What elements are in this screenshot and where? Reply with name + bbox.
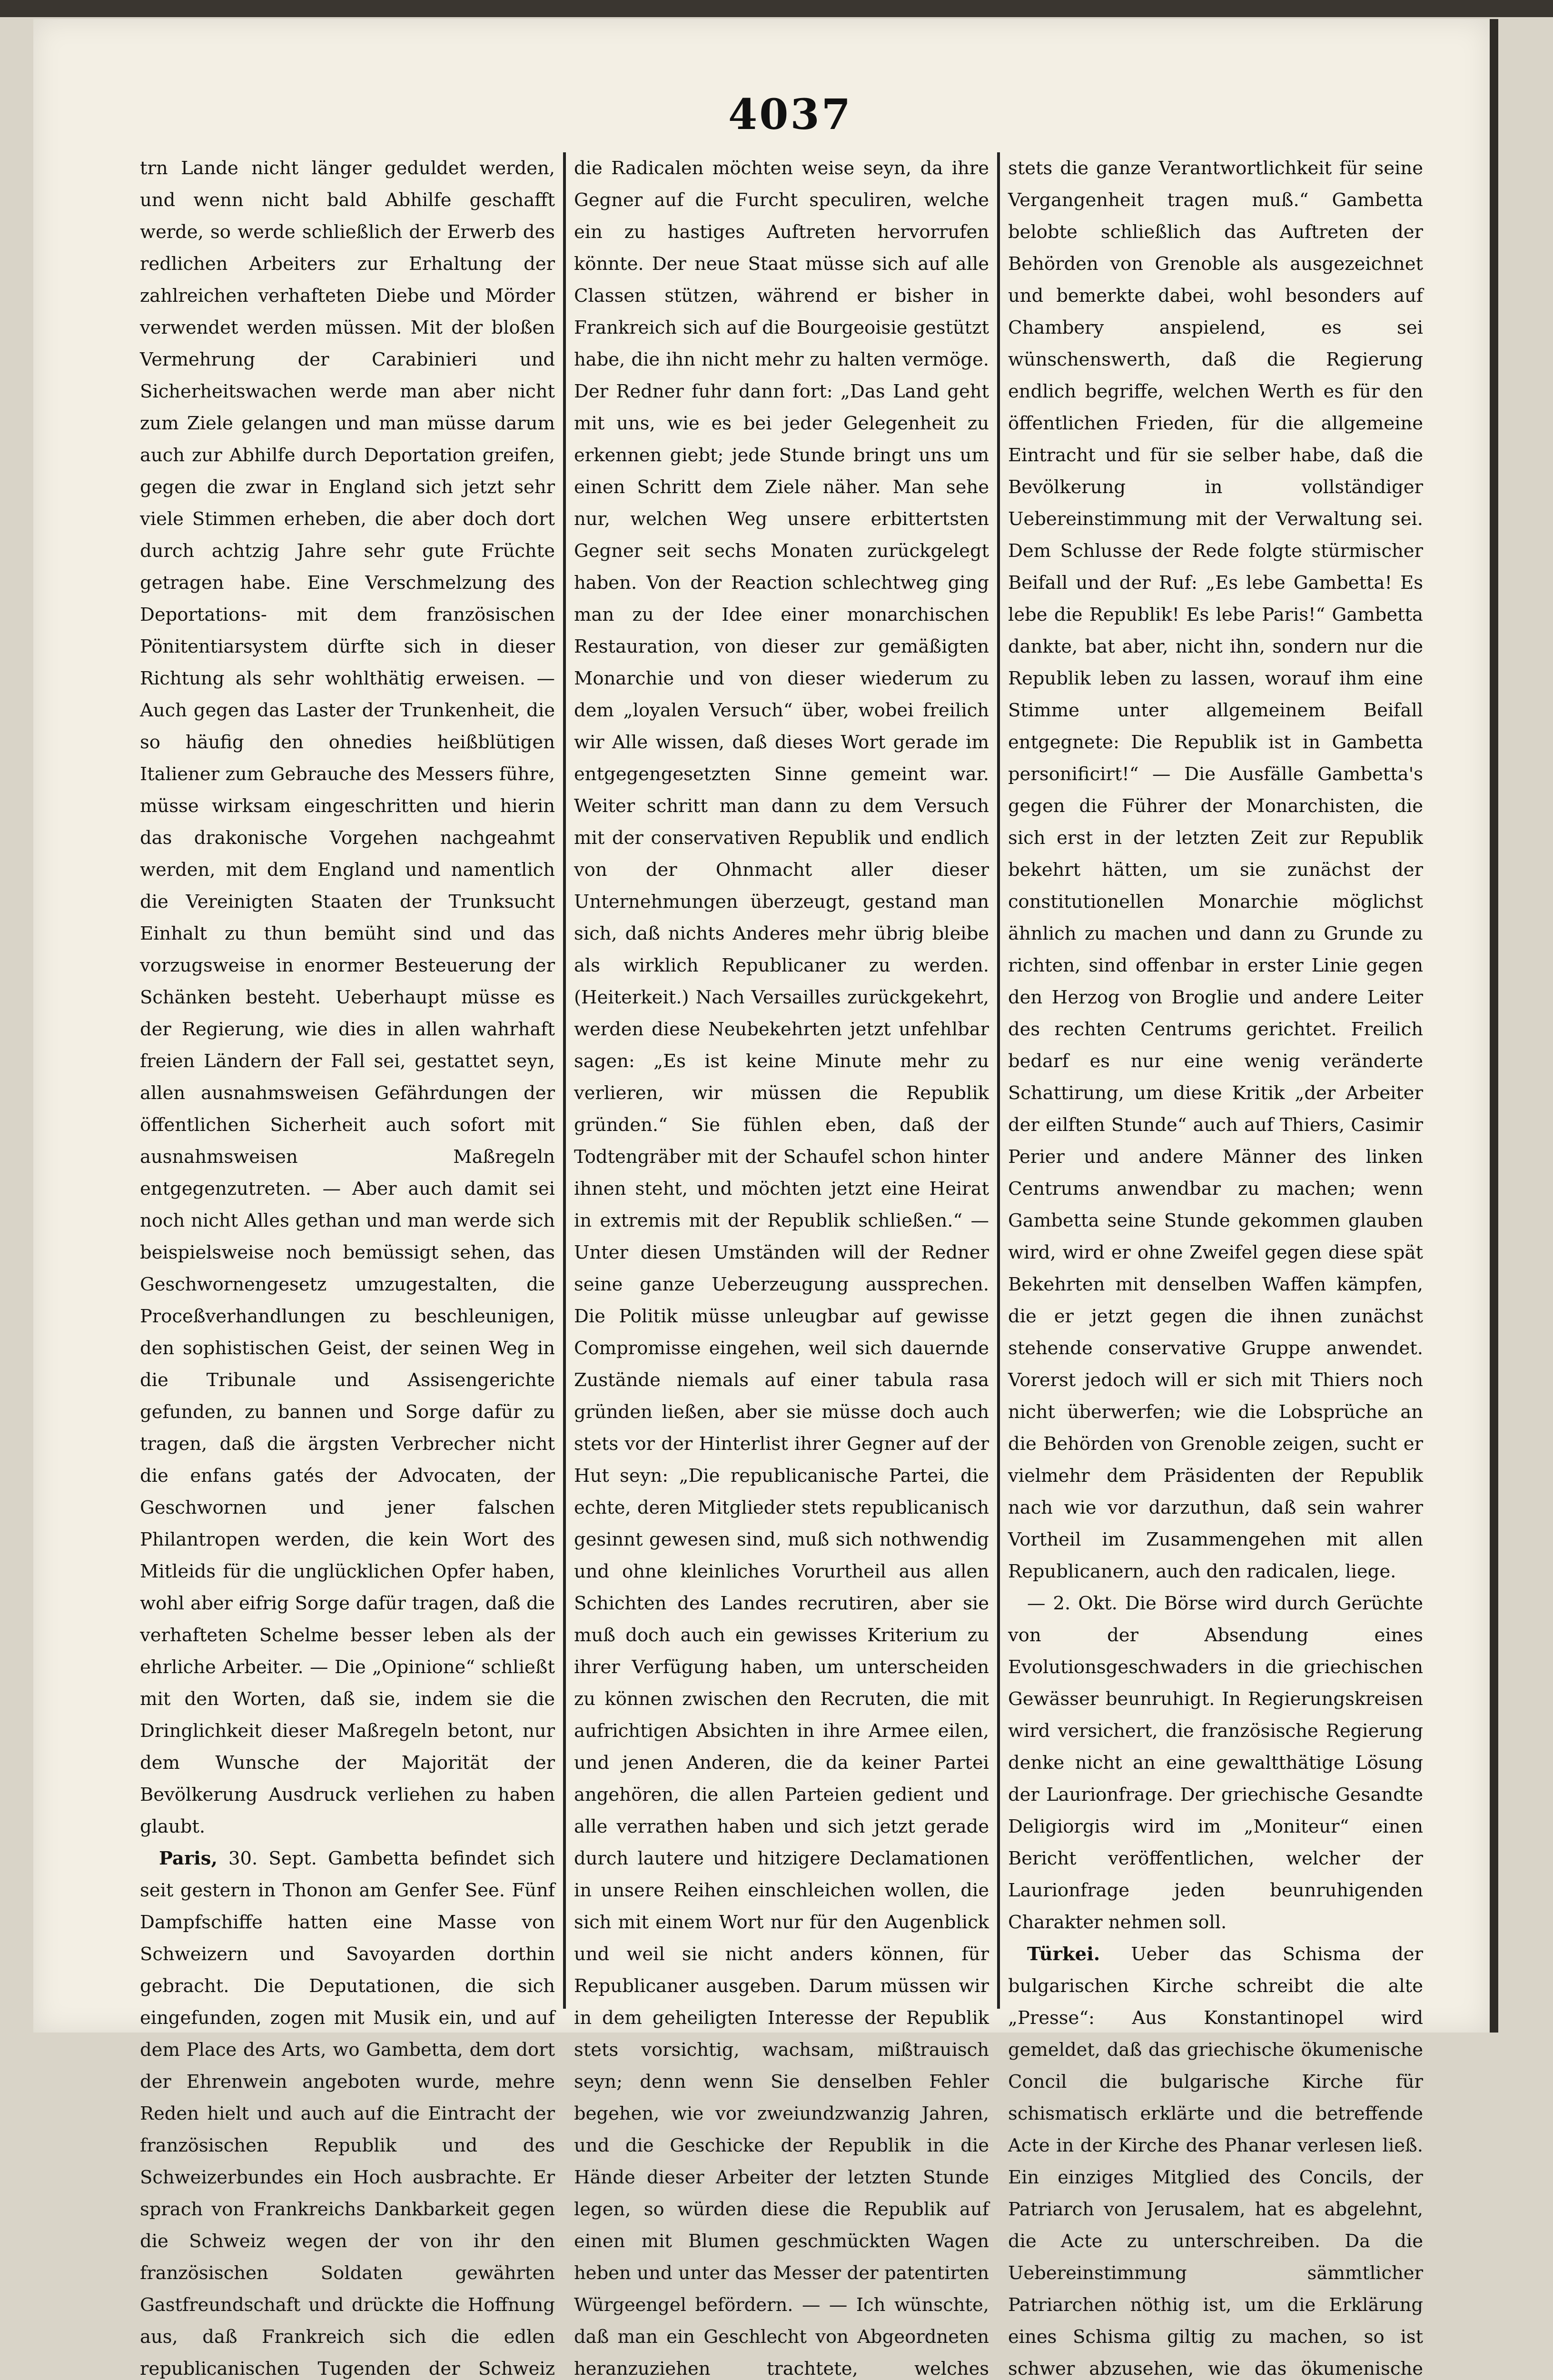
column-left [133,152,562,2380]
paragraph-text: Ueber das Schisma der bulgarischen Kirche schreibt die alte „Presse“: Aus Konstantinopel wird gemeldet, daß das griechische ökumenische Concil die bulgarische Kirche für schismatisch erklärte und die betreffende Acte in der Kirche des Phanar verlesen ließ. Ein einziges Mitglied des Concils, der Patriarch von Jerusalem, hat es abgelehnt, die Acte zu unterschreiben. Da die Uebereinstimmung sämmtlicher Patriarchen nöthig ist, um die Erklärung eines Schisma giltig zu machen, so ist schwer abzusehen, wie das ökumenische [1008,1944,1423,2380]
text-columns [133,152,1447,2380]
page-number: 4037 [728,89,852,139]
dateline: Paris, [159,1848,218,1869]
paragraph-text: trn Lande nicht länger geduldet werden, und wenn nicht bald Abhilfe geschafft werde, so werde schließlich der Erwerb des redlichen Arbeiters zur Erhaltung der zahlreichen verhafteten Diebe und Mörder verwendet werden müssen. Mit der bloßen Vermehrung der Carabinieri und Sicherheitswachen werde man aber nicht zum Ziele gelangen und man müsse darum auch zur Abhilfe durch Deportation greifen, gegen die zwar in England sich jetzt sehr viele Stimmen erheben, die aber doch dort durch achtzig Jahre sehr gute Früchte getragen habe. Eine Verschmelzung des Deportations- mit dem französischen Pönitentiarsystem dürfte sich in dieser Richtung als sehr wohlthätig erweisen. — Auch gegen das Laster der Trunkenheit, die so häufig den ohnedies heißblütigen Italiener zum Gebrauche des Messers führe, müsse wirksam eingeschritten und hierin das drakonische Vorgehen nachgeahmt werden, mit dem England und namentlich die Vereinigten Staaten der Trunksucht Einhalt zu thun bemüht sind und das vorzugsweise in enormer Besteuerung der Schänken besteht. Ueberhaupt müsse es der Regierung, wie dies in allen wahrhaft freien Ländern der Fall sei, gestattet seyn, allen ausnahmsweisen Gefährdungen der öffentlichen Sicherheit auch sofort mit ausnahmsweisen Maßregeln entgegenzutreten. — Aber auch damit sei noch nicht Alles gethan und man werde sich beispielsweise noch bemüssigt sehen, das Geschwornengesetz umzugestalten, die Proceßverhandlungen zu beschleunigen, den sophistischen Geist, der seinen Weg in die Tribunale und Assisengerichte gefunden, zu bannen und Sorge dafür zu tragen, daß die ärgsten Verbrecher nicht die enfans gatés der Advocaten, der Geschwornen und jener falschen Philantropen werden, die kein Wort des Mitleids für die unglücklichen Opfer haben, wohl aber eifrig Sorge dafür tragen, daß die verhafteten Schelme besser leben als der ehrliche Arbeiter. — Die „Opinione“ schließt mit den Worten, daß sie, indem sie die Dringlichkeit dieser Maßregeln betont, nur dem Wunsche der Majorität der Bevölkerung Ausdruck verliehen zu haben glaubt. [140,158,555,1837]
paragraph-text: 30. Sept. Gambetta befindet sich seit gestern in Thonon am Genfer See. Fünf Dampfschiffe hatten eine Masse von Schweizern und Savoyarden dorthin gebracht. Die Deputationen, die sich eingefunden, zogen mit Musik ein, und auf dem Place des Arts, wo Gambetta, dem dort der Ehrenwein angeboten wurde, mehre Reden hielt und auch auf die Eintracht der französischen Republik und des Schweizerbundes ein Hoch ausbrachte. Er sprach von Frankreichs Dankbarkeit gegen die Schweiz wegen der von ihr den französischen Soldaten gewährten Gastfreundschaft und drückte die Hoffnung aus, daß Frankreich sich die edlen republicanischen Tugenden der Schweiz [140,1848,555,2380]
paragraph-text: — 2. Okt. Die Börse wird durch Gerüchte von der Absendung eines Evolutionsgeschwaders in die griechischen Gewässer beunruhigt. In Regierungskreisen wird versichert, die französische Regierung denke nicht an eine gewaltthätige Lösung der Laurionfrage. Der griechische Gesandte Deligiorgis wird im „Moniteur“ einen Bericht veröffentlichen, welcher der Laurionfrage jeden beunruhigenden Charakter nehmen soll. [1008,1593,1423,1933]
dateline: Türkei. [1027,1944,1100,1965]
article-paragraph [1008,152,1423,1587]
column-divider [563,152,566,2009]
article-paragraph [1008,1938,1423,2380]
column-middle [567,152,996,2380]
newspaper-page [33,19,1498,2380]
article-paragraph [1008,1587,1423,1938]
column-right [1001,152,1430,2380]
article-paragraph [140,1843,555,2380]
article-paragraph [574,152,989,2380]
column-divider [997,152,1000,2009]
paragraph-text: die Radicalen möchten weise seyn, da ihre Gegner auf die Furcht speculiren, welche ein zu hastiges Auftreten hervorrufen könnte. Der neue Staat müsse sich auf alle Classen stützen, während er bisher in Frankreich sich auf die Bourgeoisie gestützt habe, die ihn nicht mehr zu halten vermöge. Der Redner fuhr dann fort: „Das Land geht mit uns, wie es bei jeder Gelegenheit zu erkennen giebt; jede Stunde bringt uns um einen Schritt dem Ziele näher. Man sehe nur, welchen Weg unsere erbittertsten Gegner seit sechs Monaten zurückgelegt haben. Von der Reaction schlechtweg ging man zu der Idee einer monarchischen Restauration, von dieser zur gemäßigten Monarchie und von dieser wiederum zu dem „loyalen Versuch“ über, wobei freilich wir Alle wissen, daß dieses Wort gerade im entgegengesetzten Sinne gemeint war. Weiter schritt man dann zu dem Versuch mit der conservativen Republik und endlich von der Ohnmacht aller dieser Unternehmungen überzeugt, gestand man sich, daß nichts Anderes mehr übrig bleibe als wirklich Republicaner zu werden. (Heiterkeit.) Nach Versailles zurückgekehrt, werden diese Neubekehrten jetzt unfehlbar sagen: „Es ist keine Minute mehr zu verlieren, wir müssen die Republik gründen.“ Sie fühlen eben, daß der Todtengräber mit der Schaufel schon hinter ihnen steht, und möchten jetzt eine Heirat in extremis mit der Republik schließen.“ — Unter diesen Umständen will der Redner seine ganze Ueberzeugung aussprechen. Die Politik müsse unleugbar auf gewisse Compromisse eingehen, weil sich dauernde Zustände niemals auf einer tabula rasa gründen ließen, aber sie müsse doch auch stets vor der Hinterlist ihrer Gegner auf der Hut seyn: „Die republicanische Partei, die echte, deren Mitglieder stets republicanisch gesinnt gewesen sind, muß sich nothwendig und ohne kleinliches Vorurtheil aus allen Schichten des Landes recrutiren, aber sie muß doch auch ein gewisses Kriterium zu ihrer Verfügung haben, um unterscheiden zu können zwischen den Recruten, die mit aufrichtigen Absichten in ihre Armee eilen, und jenen Anderen, die da keiner Partei angehören, die allen Parteien gedient und alle verrathen haben und sich jetzt gerade durch lautere und hitzigere Declamationen in unsere Reihen einschleichen wollen, die sich mit einem Wort nur für den Augenblick und weil sie nicht anders können, für Republicaner ausgeben. Darum müssen wir in dem geheiligten Interesse der Republik stets vorsichtig, wachsam, mißtrauisch seyn; denn wenn Sie denselben Fehler begehen, wie vor zweiundzwanzig Jahren, und die Geschicke der Republik in die Hände dieser Arbeiter der letzten Stunde legen, so würden diese die Republik auf einen mit Blumen geschmückten Wagen heben und unter das Messer der patentirten Würgeengel befördern. — — Ich wünschte, daß man ein Geschlecht von Abgeordneten heranzuziehen trachtete, welches [574,158,989,2380]
paragraph-text: stets die ganze Verantwortlichkeit für seine Vergangenheit tragen muß.“ Gambetta belobte schließlich das Auftreten der Behörden von Grenoble als ausgezeichnet und bemerkte dabei, wohl besonders auf Chambery anspielend, es sei wünschenswerth, daß die Regierung endlich begriffe, welchen Werth es für den öffentlichen Frieden, für die allgemeine Eintracht und für sie selber habe, daß die Bevölkerung in vollständiger Uebereinstimmung mit der Verwaltung sei. Dem Schlusse der Rede folgte stürmischer Beifall und der Ruf: „Es lebe Gambetta! Es lebe die Republik! Es lebe Paris!“ Gambetta dankte, bat aber, nicht ihn, sondern nur die Republik leben zu lassen, worauf ihm eine Stimme unter allgemeinem Beifall entgegnete: Die Republik ist in Gambetta personificirt!“ — Die Ausfälle Gambetta's gegen die Führer der Monarchisten, die sich erst in der letzten Zeit zur Republik bekehrt hätten, um sie zunächst der constitutionellen Monarchie möglichst ähnlich zu machen und dann zu Grunde zu richten, sind offenbar in erster Linie gegen den Herzog von Broglie und andere Leiter des rechten Centrums gerichtet. Freilich bedarf es nur eine wenig veränderte Schattirung, um diese Kritik „der Arbeiter der eilften Stunde“ auch auf Thiers, Casimir Perier und andere Männer des linken Centrums anwendbar zu machen; wenn Gambetta seine Stunde gekommen glauben wird, wird er ohne Zweifel gegen diese spät Bekehrten mit denselben Waffen kämpfen, die er jetzt gegen die ihnen zunächst stehende conservative Gruppe anwendet. Vorerst jedoch will er sich mit Thiers noch nicht überwerfen; wie die Lobsprüche an die Behörden von Grenoble zeigen, sucht er vielmehr dem Präsidenten der Republik nach wie vor darzuthun, daß sein wahrer Vortheil im Zusammengehen mit allen Republicanern, auch den radicalen, liege. [1008,158,1423,1582]
scan-top-edge [0,0,1553,17]
article-paragraph [140,152,555,1843]
